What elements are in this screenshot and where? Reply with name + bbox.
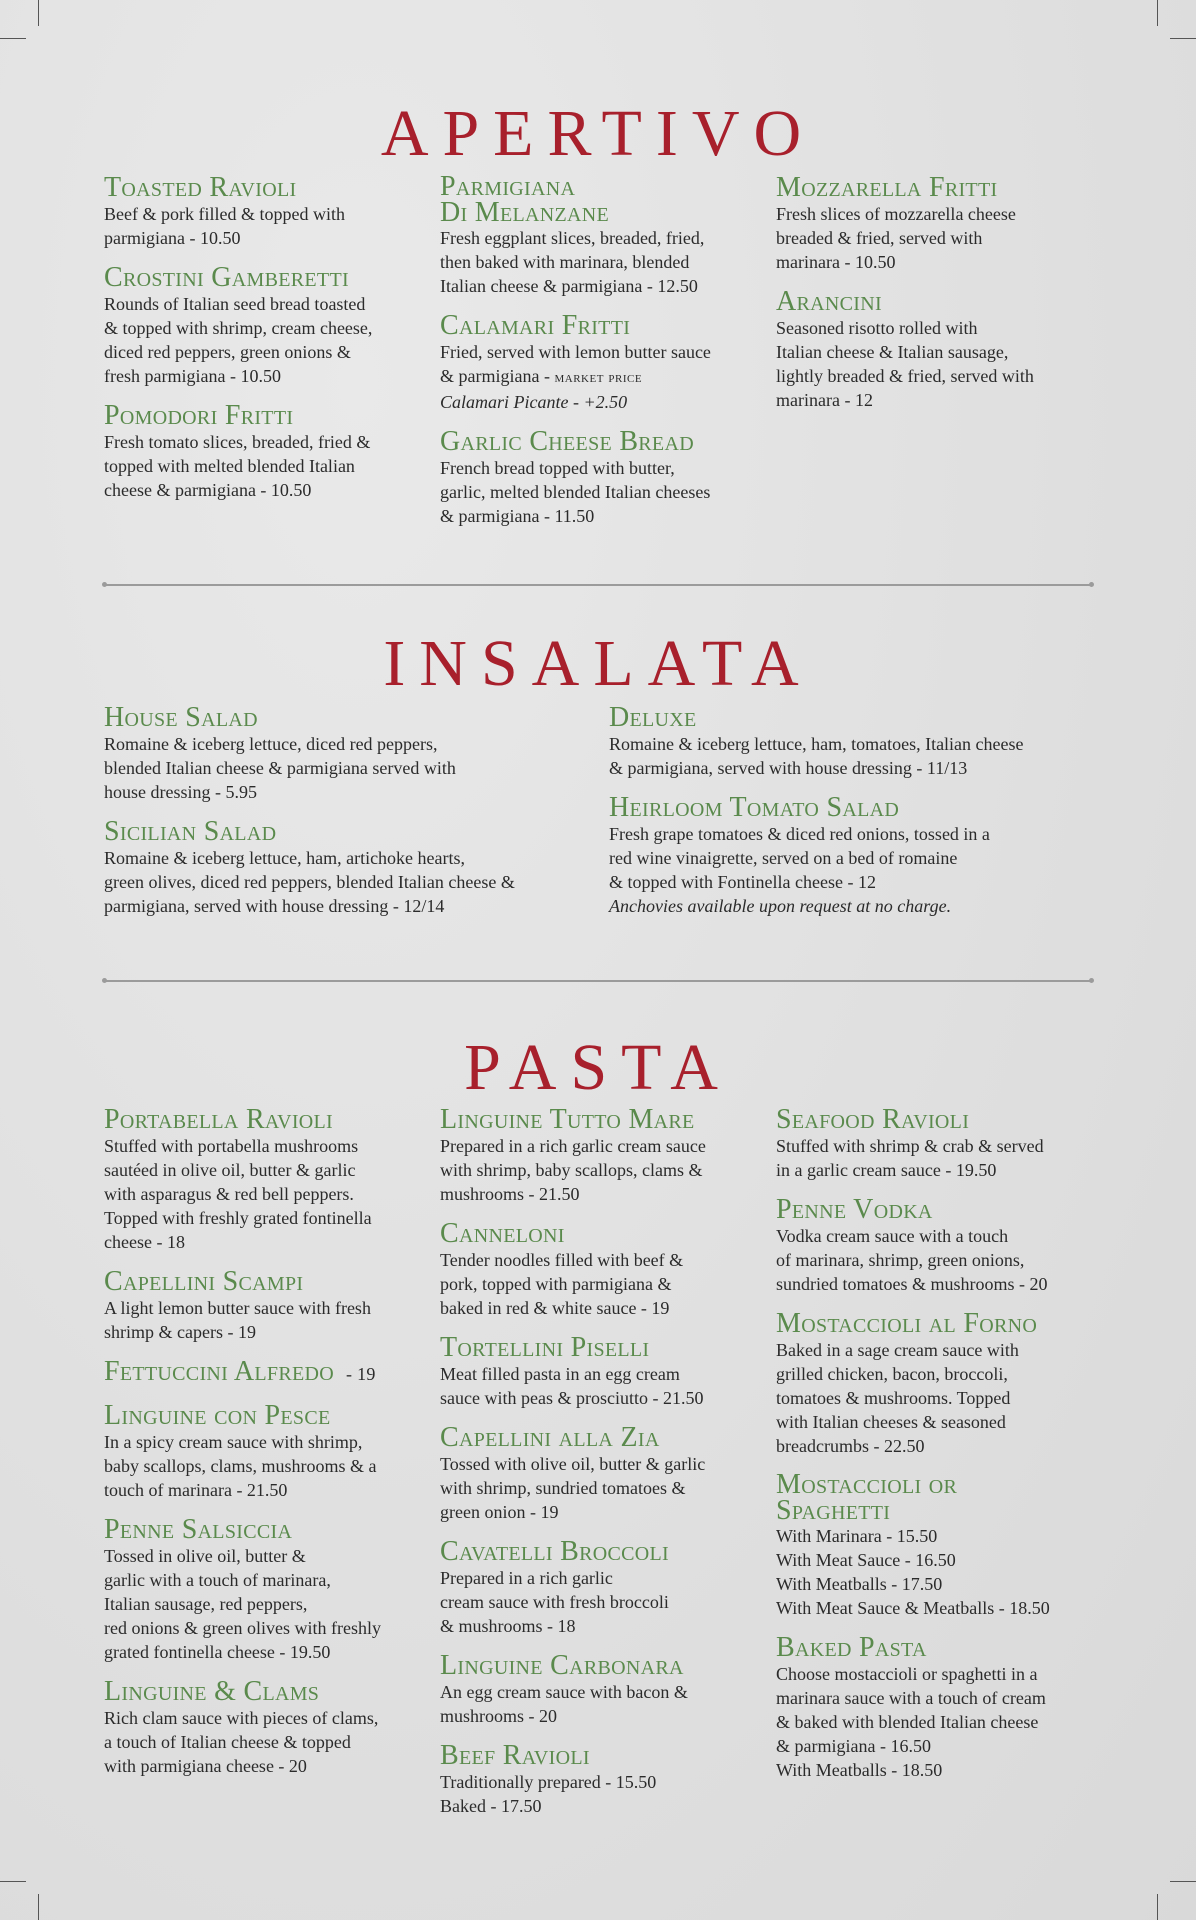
item-description: Fresh slices of mozzarella cheese breaded & fried, served with marinara - 10.50 bbox=[776, 204, 1016, 272]
item-name: Mostaccioli or Spaghetti bbox=[776, 1469, 958, 1526]
menu-item bbox=[104, 264, 424, 388]
menu-item bbox=[104, 402, 424, 502]
section-divider bbox=[104, 584, 1092, 586]
item-name: Capellini alla Zia bbox=[440, 1422, 660, 1453]
crop-mark-top-left-h bbox=[0, 38, 26, 39]
item-name: Penne Vodka bbox=[776, 1194, 933, 1225]
item-description: Prepared in a rich garlic cream sauce with shrimp, baby scallops, clams & mushrooms - 21.50 bbox=[440, 1136, 706, 1204]
item-name: Linguine con Pesce bbox=[104, 1400, 331, 1431]
item-name: Arancini bbox=[776, 286, 882, 317]
menu-item bbox=[776, 174, 1096, 274]
crop-mark-top-right bbox=[1157, 0, 1158, 26]
item-description: Choose mostaccioli or spaghetti in a marinara sauce with a touch of cream & baked with blended Italian cheese & parmigiana - 16.50 With Meatballs - 18.50 bbox=[776, 1664, 1046, 1780]
item-description: Fresh eggplant slices, breaded, fried, then baked with marinara, blended Italian cheese & parmigiana - 12.50 bbox=[440, 228, 705, 296]
menu-item bbox=[609, 794, 1099, 918]
item-description: Rounds of Italian seed bread toasted & topped with shrimp, cream cheese, diced red peppers, green onions & fresh parmigiana - 10.50 bbox=[104, 294, 373, 386]
crop-mark-top-right-h bbox=[1170, 38, 1196, 39]
menu-item bbox=[104, 704, 584, 804]
item-name: Canneloni bbox=[440, 1218, 565, 1249]
item-name: Calamari Fritti bbox=[440, 310, 631, 341]
item-name: Crostini Gamberetti bbox=[104, 262, 349, 293]
crop-mark-top-left bbox=[38, 0, 39, 26]
item-name: Pomodori Fritti bbox=[104, 400, 294, 431]
item-description: An egg cream sauce with bacon & mushrooms - 20 bbox=[440, 1682, 688, 1726]
apertivo-column-3 bbox=[776, 174, 1096, 426]
section-divider bbox=[104, 980, 1092, 982]
item-description: Stuffed with portabella mushrooms sautéed in olive oil, butter & garlic with asparagus & red bell peppers. Topped with freshly grated fontinella cheese - 18 bbox=[104, 1136, 372, 1252]
menu-item bbox=[440, 1334, 770, 1410]
menu-item bbox=[609, 704, 1099, 780]
crop-mark-bottom-left bbox=[38, 1894, 39, 1920]
pasta-column-1 bbox=[104, 1106, 434, 1792]
crop-mark-bottom-right bbox=[1157, 1894, 1158, 1920]
menu-item bbox=[440, 171, 760, 298]
item-description: Tossed with olive oil, butter & garlic with shrimp, sundried tomatoes & green onion - 19 bbox=[440, 1454, 706, 1522]
item-name: Penne Salsiccia bbox=[104, 1514, 293, 1545]
menu-item bbox=[440, 1538, 770, 1638]
item-description: Seasoned risotto rolled with Italian cheese & Italian sausage, lightly breaded & fried, served with marinara - 12 bbox=[776, 318, 1034, 410]
menu-item bbox=[104, 1358, 434, 1388]
item-name: Seafood Ravioli bbox=[776, 1104, 970, 1135]
menu-item bbox=[776, 1634, 1106, 1782]
item-description: Fresh tomato slices, breaded, fried & topped with melted blended Italian cheese & parmigiana - 10.50 bbox=[104, 432, 371, 500]
item-description: Beef & pork filled & topped with parmigiana - 10.50 bbox=[104, 204, 345, 248]
item-description: Prepared in a rich garlic cream sauce with fresh broccoli & mushrooms - 18 bbox=[440, 1568, 669, 1636]
pasta-title: PASTA bbox=[464, 1031, 732, 1104]
item-name: Capellini Scampi bbox=[104, 1266, 304, 1297]
item-description: Romaine & iceberg lettuce, ham, artichoke hearts, green olives, diced red peppers, blended Italian cheese & parmigiana, served with house dressing - 12/14 bbox=[104, 848, 515, 916]
apertivo-column-2 bbox=[440, 171, 760, 542]
menu-item bbox=[440, 312, 760, 414]
menu-item bbox=[440, 428, 760, 528]
item-name: Mostaccioli al Forno bbox=[776, 1308, 1038, 1339]
item-name: House Salad bbox=[104, 702, 258, 733]
insalata-column-2 bbox=[609, 704, 1099, 932]
item-description: Romaine & iceberg lettuce, ham, tomatoes, Italian cheese & parmigiana, served with house dressing - 11/13 bbox=[609, 734, 1024, 778]
item-description: In a spicy cream sauce with shrimp, baby scallops, clams, mushrooms & a touch of marinara - 21.50 bbox=[104, 1432, 377, 1500]
insalata-title: INSALATA bbox=[383, 627, 813, 700]
item-name: Fettuccini Alfredo - 19 bbox=[104, 1356, 376, 1387]
item-name: Linguine Tutto Mare bbox=[440, 1104, 695, 1135]
item-description: Romaine & iceberg lettuce, diced red peppers, blended Italian cheese & parmigiana served with house dressing - 5.95 bbox=[104, 734, 456, 802]
menu-item bbox=[440, 1742, 770, 1818]
item-name: Baked Pasta bbox=[776, 1632, 927, 1663]
item-price: - 19 bbox=[345, 1364, 376, 1384]
item-description: With Marinara - 15.50 With Meat Sauce - 16.50 With Meatballs - 17.50 With Meat Sauce & Meatballs - 18.50 bbox=[776, 1526, 1050, 1618]
item-description: Rich clam sauce with pieces of clams, a touch of Italian cheese & topped with parmigiana cheese - 20 bbox=[104, 1708, 379, 1776]
menu-item bbox=[440, 1220, 770, 1320]
crop-mark-bottom-left-h bbox=[0, 1881, 26, 1882]
item-name: Mozzarella Fritti bbox=[776, 172, 998, 203]
item-description: Vodka cream sauce with a touch of marinara, shrimp, green onions, sundried tomatoes & mushrooms - 20 bbox=[776, 1226, 1048, 1294]
item-name: Linguine & Clams bbox=[104, 1676, 320, 1707]
crop-mark-bottom-right-h bbox=[1170, 1881, 1196, 1882]
menu-item bbox=[104, 1268, 434, 1344]
menu-item bbox=[776, 1106, 1106, 1182]
menu-item bbox=[776, 1196, 1106, 1296]
menu-item bbox=[104, 1678, 434, 1778]
menu-item bbox=[104, 818, 584, 918]
item-name: Cavatelli Broccoli bbox=[440, 1536, 670, 1567]
menu-item bbox=[104, 1516, 434, 1664]
menu-item bbox=[104, 174, 424, 250]
item-description: Baked in a sage cream sauce with grilled chicken, bacon, broccoli, tomatoes & mushrooms. Topped with Italian cheeses & seasoned breadcrumbs - 22.50 bbox=[776, 1340, 1019, 1456]
menu-item bbox=[440, 1106, 770, 1206]
item-description: A light lemon butter sauce with fresh shrimp & capers - 19 bbox=[104, 1298, 371, 1342]
anchovies-note: Anchovies available upon request at no charge. bbox=[609, 896, 952, 916]
item-name: Beef Ravioli bbox=[440, 1740, 590, 1771]
item-upgrade-note: Calamari Picante - +2.50 bbox=[440, 392, 628, 412]
apertivo-column-1 bbox=[104, 174, 424, 516]
insalata-column-1 bbox=[104, 704, 584, 932]
item-name: Portabella Ravioli bbox=[104, 1104, 334, 1135]
pasta-column-2 bbox=[440, 1106, 770, 1832]
pasta-column-3 bbox=[776, 1106, 1106, 1796]
item-name: Deluxe bbox=[609, 702, 697, 733]
item-name: Sicilian Salad bbox=[104, 816, 277, 847]
item-description: Traditionally prepared - 15.50 Baked - 17.50 bbox=[440, 1772, 657, 1816]
menu-item bbox=[104, 1106, 434, 1254]
item-description: French bread topped with butter, garlic, melted blended Italian cheeses & parmigiana - 11.50 bbox=[440, 458, 711, 526]
menu-item bbox=[440, 1652, 770, 1728]
menu-item bbox=[776, 1469, 1106, 1620]
apertivo-title: APERTIVO bbox=[380, 97, 816, 170]
market-price-label: market price bbox=[554, 369, 643, 386]
menu-item bbox=[776, 288, 1096, 412]
item-description: Tender noodles filled with beef & pork, topped with parmigiana & baked in red & white sauce - 19 bbox=[440, 1250, 684, 1318]
item-name: Heirloom Tomato Salad bbox=[609, 792, 900, 823]
item-name: Garlic Cheese Bread bbox=[440, 426, 694, 457]
menu-item bbox=[776, 1310, 1106, 1458]
item-description: Stuffed with shrimp & crab & served in a garlic cream sauce - 19.50 bbox=[776, 1136, 1044, 1180]
item-description: Fried, served with lemon butter sauce & parmigiana - market price Calamari Picante - +2.50 bbox=[440, 340, 760, 414]
item-description: Tossed in olive oil, butter & garlic with a touch of marinara, Italian sausage, red peppers, red onions & green olives with freshly grated fontinella cheese - 19.50 bbox=[104, 1546, 381, 1662]
item-description: Meat filled pasta in an egg cream sauce with peas & prosciutto - 21.50 bbox=[440, 1364, 704, 1408]
item-name: Parmigiana Di Melanzane bbox=[440, 171, 610, 228]
item-name: Tortellini Piselli bbox=[440, 1332, 650, 1363]
item-name: Toasted Ravioli bbox=[104, 172, 297, 203]
item-description: Fresh grape tomatoes & diced red onions, tossed in a red wine vinaigrette, served on a bed of romaine & topped with Fontinella cheese - 12 Anchovies available upon request at no charge. bbox=[609, 822, 1099, 918]
menu-item bbox=[440, 1424, 770, 1524]
menu-item bbox=[104, 1402, 434, 1502]
item-name: Linguine Carbonara bbox=[440, 1650, 684, 1681]
